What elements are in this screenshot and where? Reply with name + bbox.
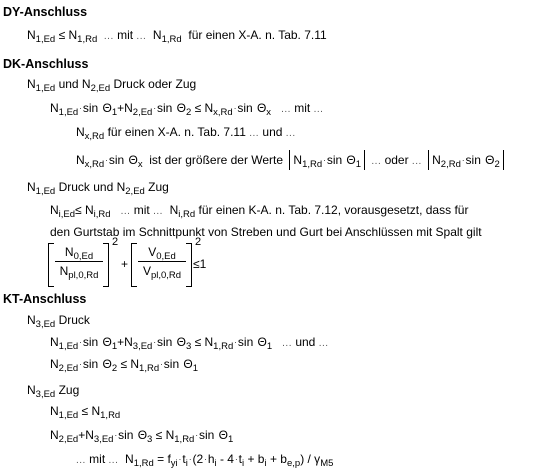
dk-case1-label: $N_{1,Ed}$ und $N_{2,Ed}$ Druck oder Zug: [27, 77, 197, 94]
dy-cond-text: für einen X-A. n. Tab. 7.11: [188, 28, 327, 42]
heading-kt: KT-Anschluss: [3, 292, 87, 306]
dk-case1-formula: $N_{1,Ed}\cdot\sin$ $\Theta_1+N_{2,Ed}\cdot\sin$ $\Theta_2 \le N_{x,Rd}\cdot\sin$ $\Theta_x$ ... mit ...: [50, 101, 324, 118]
kt-zug-label: $N_{3,Ed}$ Zug: [27, 383, 80, 400]
dk-case1-line2: $N_{x,Rd}$ für einen X-A. n. Tab. 7.11 ... und ...: [76, 125, 296, 142]
kt-druck-label: $N_{3,Ed}$ Druck: [27, 313, 90, 330]
kt-druck-formula2: $N_{2,Ed}\cdot\sin$ $\Theta_2 \le N_{1,Rd}\cdot\sin$ $\Theta_1$: [50, 357, 198, 374]
kt-zug-formula1: $N_{1,Ed} \le N_{1,Rd}$: [50, 404, 121, 421]
heading-dy: DY-Anschluss: [3, 5, 88, 19]
dk-case2-line1: $N_{i,Ed}\le N_{i,Rd}$ ... mit ... $N_{i,Rd}$ für einen K-A. n. Tab. 7.12, vorausgesetzt, dass für: [50, 203, 469, 220]
dy-condition: $N_{1,Ed} \le N_{1,Rd}$ ... mit ... $N_{1,Rd}$ für einen X-A. n. Tab. 7.11: [27, 28, 327, 45]
kt-zug-resistance: ... mit ... $N_{1,Rd} = f_{yi}\cdot t_i\cdot(2\cdot h_i - 4\cdot t_i + b_i + b_{e,p}) / \gamma_{M5}$: [76, 452, 334, 469]
dk-case2-line2: den Gurtstab im Schnittpunkt von Streben und Gurt bei Anschlüssen mit Spalt gilt: [50, 225, 482, 239]
kt-zug-formula2: $N_{2,Ed}+N_{3,Ed}\cdot\sin$ $\Theta_3 \le N_{1,Rd}\cdot\sin$ $\Theta_1$: [50, 428, 234, 445]
kt-druck-formula1: $N_{1,Ed}\cdot\sin$ $\Theta_1+N_{3,Ed}\cdot\sin$ $\Theta_3 \le N_{1,Rd}\cdot\sin$ $\Theta_1$ ... und ...: [50, 335, 329, 352]
dk-case1-line3: $N_{x,Rd}\cdot\sin$ $\Theta_x$ ist der größere der Werte $N_{1,Rd}\cdot\sin$ $\Theta_1$ ... oder ... $N_{2,Rd}\cdot\sin$ $\Theta_2$: [76, 150, 507, 170]
dk-case2-label: $N_{1,Ed}$ Druck und $N_{2,Ed}$ Zug: [27, 180, 169, 197]
heading-dk: DK-Anschluss: [3, 57, 89, 71]
